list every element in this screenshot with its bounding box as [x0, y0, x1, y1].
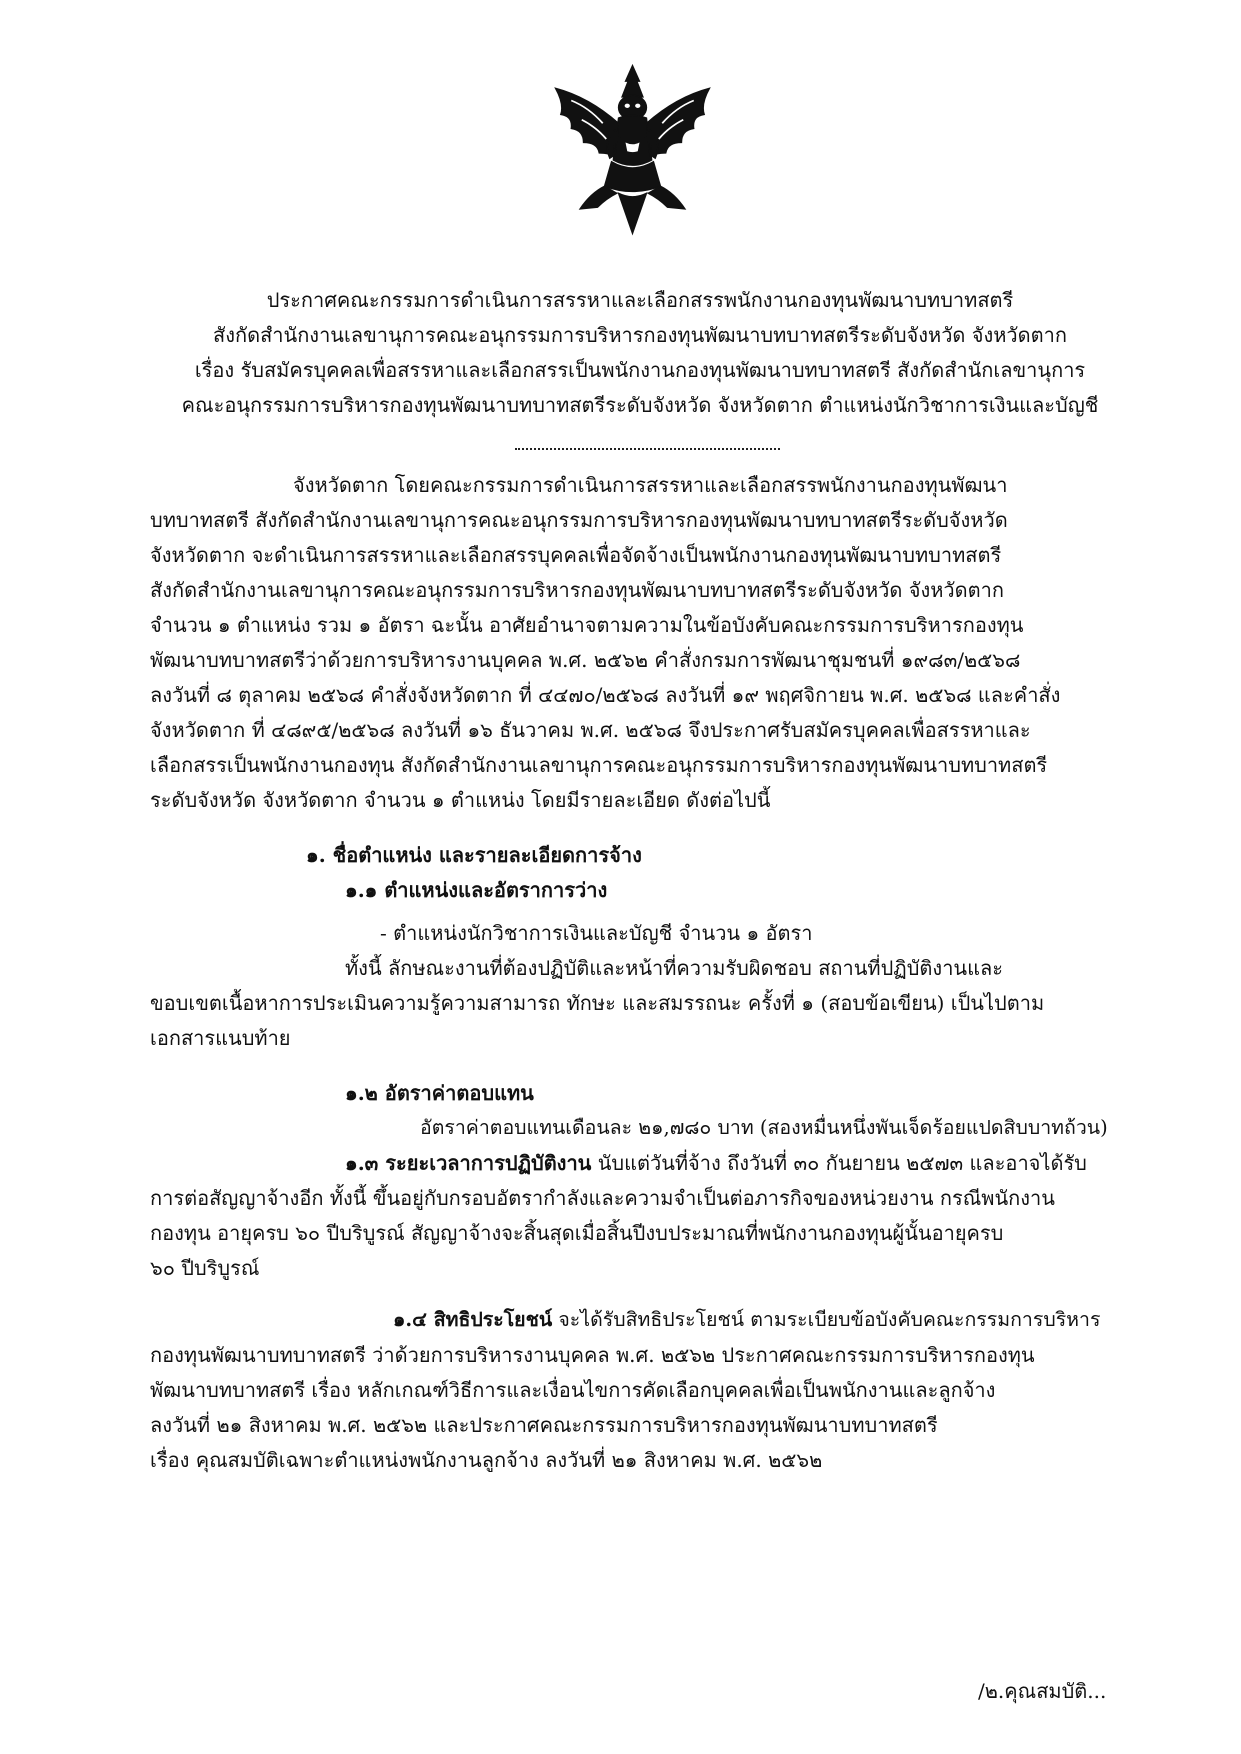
paragraph-line: เอกสารแนบท้าย — [150, 1026, 291, 1050]
paragraph-line: จังหวัดตาก ที่ ๔๘๙๕/๒๕๖๘ ลงวันที่ ๑๖ ธันวาคม พ.ศ. ๒๕๖๘ จึงประกาศรับสมัครบุคคลเพื่อสรรหาและ — [150, 718, 1031, 742]
paragraph-line: ลงวันที่ ๘ ตุลาคม ๒๕๖๘ คำสั่งจังหวัดตาก ที่ ๔๔๗๐/๒๕๖๘ ลงวันที่ ๑๙ พฤศจิกายน พ.ศ. ๒๕๖๘ และคำสั่ง — [150, 683, 1061, 707]
paragraph-line — [393, 1305, 1100, 1335]
page-continuation: /๒.คุณสมบัติ... — [978, 1679, 1107, 1703]
heading-line: คณะอนุกรรมการบริหารกองทุนพัฒนาบทบาทสตรีระดับจังหวัด จังหวัดตาก ตำแหน่งนักวิชาการเงินและบัญชี — [181, 393, 1099, 417]
paragraph-line: จังหวัดตาก โดยคณะกรรมการดำเนินการสรรหาและเลือกสรรพนักงานกองทุนพัฒนา — [293, 473, 1008, 497]
heading-line: สังกัดสำนักงานเลขานุการคณะอนุกรรมการบริหารกองทุนพัฒนาบทบาทสตรีระดับจังหวัด จังหวัดตาก — [213, 323, 1067, 347]
paragraph-line: ๖๐ ปีบริบูรณ์ — [150, 1256, 260, 1280]
paragraph-line: สังกัดสำนักงานเลขานุการคณะอนุกรรมการบริหารกองทุนพัฒนาบทบาทสตรีระดับจังหวัด จังหวัดตาก — [150, 578, 1004, 602]
paragraph-line: จำนวน ๑ ตำแหน่ง รวม ๑ อัตรา ฉะนั้น อาศัยอำนาจตามความในข้อบังคับคณะกรรมการบริหารกองทุน — [150, 613, 1024, 637]
paragraph-line: ทั้งนี้ ลักษณะงานที่ต้องปฏิบัติและหน้าที่ความรับผิดชอบ สถานที่ปฏิบัติงานและ — [345, 956, 1003, 980]
paragraph-line: ลงวันที่ ๒๑ สิงหาคม พ.ศ. ๒๕๖๒ และประกาศคณะกรรมการบริหารกองทุนพัฒนาบทบาทสตรี — [150, 1413, 938, 1437]
paragraph-text: จะได้รับสิทธิประโยชน์ ตามระเบียบข้อบังคับคณะกรรมการบริหาร — [558, 1308, 1101, 1331]
paragraph-line: การต่อสัญญาจ้างอีก ทั้งนี้ ขึ้นอยู่กับกรอบอัตรากำลังและความจำเป็นต่อภารกิจของหน่วยงาน กรณีพนักงาน — [150, 1186, 1055, 1210]
subsection-title: ๑.๑ ตำแหน่งและอัตราการว่าง — [345, 878, 608, 902]
paragraph-line: พัฒนาบทบาทสตรี เรื่อง หลักเกณฑ์วิธีการและเงื่อนไขการคัดเลือกบุคคลเพื่อเป็นพนักงานและลูกจ้าง — [150, 1378, 996, 1402]
paragraph-line — [345, 1148, 1087, 1178]
paragraph-line: พัฒนาบทบาทสตรีว่าด้วยการบริหารงานบุคคล พ.ศ. ๒๕๖๒ คำสั่งกรมการพัฒนาชุมชนที่ ๑๙๘๓/๒๕๖๘ — [150, 648, 1021, 672]
paragraph-line: กองทุน อายุครบ ๖๐ ปีบริบูรณ์ สัญญาจ้างจะสิ้นสุดเมื่อสิ้นปีงบประมาณที่พนักงานกองทุนผู้นั้นอายุครบ — [150, 1221, 1004, 1245]
paragraph-line: กองทุนพัฒนาบทบาทสตรี ว่าด้วยการบริหารงานบุคคล พ.ศ. ๒๕๖๒ ประกาศคณะกรรมการบริหารกองทุน — [150, 1343, 1035, 1367]
announcement-heading — [160, 283, 1120, 423]
dotted-divider — [515, 448, 780, 450]
paragraph-text: นับแต่วันที่จ้าง ถึงวันที่ ๓๐ กันยายน ๒๕๗๓ และอาจได้รับ — [597, 1151, 1087, 1175]
paragraph-line: ขอบเขตเนื้อหาการประเมินความรู้ความสามารถ ทักษะ และสมรรถนะ ครั้งที่ ๑ (สอบข้อเขียน) เป็นไปตาม — [150, 991, 1045, 1015]
paragraph-line: อัตราค่าตอบแทนเดือนละ ๒๑,๗๘๐ บาท (สองหมื่นหนึ่งพันเจ็ดร้อยแปดสิบบาทถ้วน) — [420, 1116, 1108, 1139]
subsection-title: ๑.๔ สิทธิประโยชน์ — [393, 1308, 553, 1331]
heading-subject: เรื่อง รับสมัครบุคคลเพื่อสรรหาและเลือกสรรเป็นพนักงานกองทุนพัฒนาบทบาทสตรี สังกัดสำนักเลขานุการ — [194, 358, 1086, 382]
subsection-title: ๑.๓ ระยะเวลาการปฏิบัติงาน — [345, 1151, 592, 1175]
list-item: - ตำแหน่งนักวิชาการเงินและบัญชี จำนวน ๑ อัตรา — [380, 921, 813, 945]
paragraph-line: เรื่อง คุณสมบัติเฉพาะตำแหน่งพนักงานลูกจ้าง ลงวันที่ ๒๑ สิงหาคม พ.ศ. ๒๕๖๒ — [150, 1448, 823, 1472]
garuda-emblem-icon — [545, 62, 720, 237]
paragraph-line: บทบาทสตรี สังกัดสำนักงานเลขานุการคณะอนุกรรมการบริหารกองทุนพัฒนาบทบาทสตรีระดับจังหวัด — [150, 508, 1008, 532]
subsection-title: ๑.๒ อัตราค่าตอบแทน — [345, 1081, 534, 1105]
paragraph-line: เลือกสรรเป็นพนักงานกองทุน สังกัดสำนักงานเลขานุการคณะอนุกรรมการบริหารกองทุนพัฒนาบทบาทสตรี — [150, 753, 1048, 777]
paragraph-line: ระดับจังหวัด จังหวัดตาก จำนวน ๑ ตำแหน่ง โดยมีรายละเอียด ดังต่อไปนี้ — [150, 788, 771, 812]
section-title: ๑. ชื่อตำแหน่ง และรายละเอียดการจ้าง — [306, 843, 642, 867]
paragraph-line: จังหวัดตาก จะดำเนินการสรรหาและเลือกสรรบุคคลเพื่อจัดจ้างเป็นพนักงานกองทุนพัฒนาบทบาทสตรี — [150, 543, 1002, 567]
heading-line: ประกาศคณะกรรมการดำเนินการสรรหาและเลือกสรรพนักงานกองทุนพัฒนาบทบาทสตรี — [266, 288, 1014, 312]
